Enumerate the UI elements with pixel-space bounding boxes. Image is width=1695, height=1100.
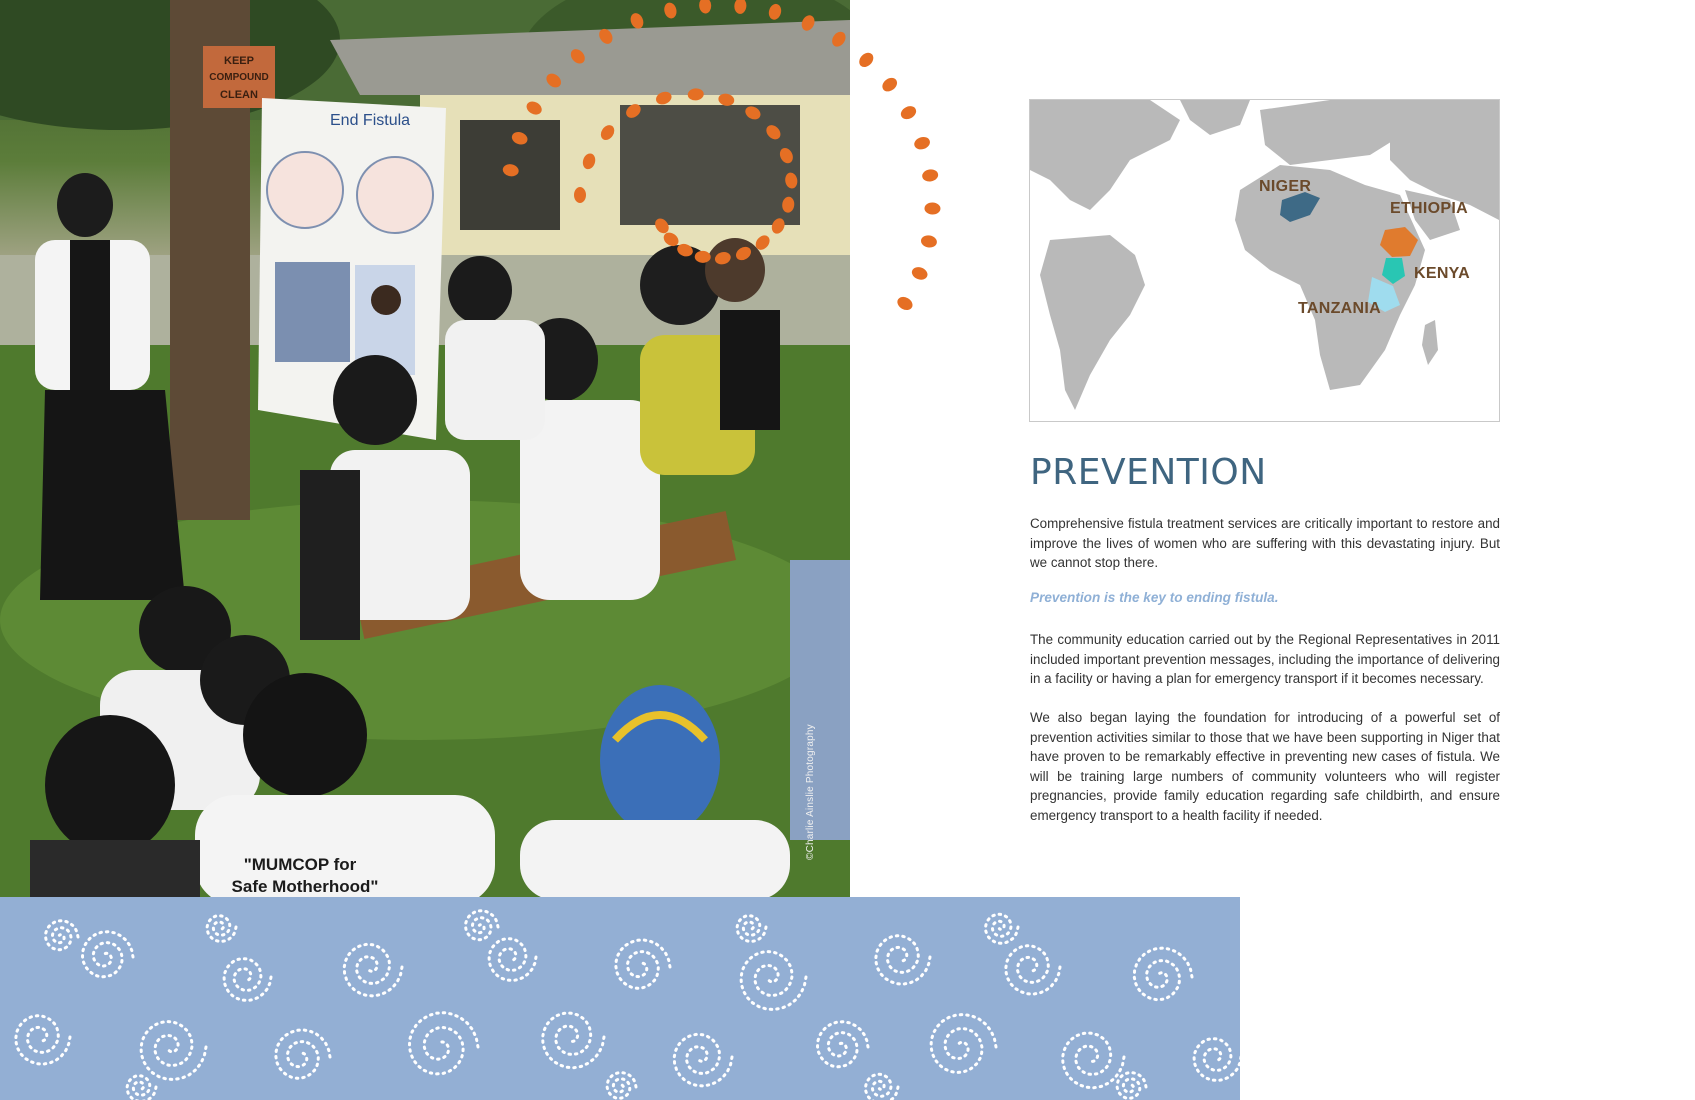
swirl — [1006, 946, 1060, 994]
swirl — [207, 916, 236, 942]
madagascar-landmass — [1422, 320, 1438, 365]
photo-illustration — [0, 0, 850, 897]
europe-landmass — [1260, 100, 1410, 165]
swirl — [1134, 948, 1192, 1000]
svg-text:"MUMCOP for: "MUMCOP for — [243, 855, 357, 874]
swirl — [818, 1022, 869, 1067]
swirl — [741, 952, 806, 1010]
swirl — [986, 914, 1019, 943]
outreach-photo — [0, 0, 850, 897]
swirl — [344, 944, 402, 996]
svg-text:End Fistula: End Fistula — [330, 112, 411, 129]
key-statement: Prevention is the key to ending fistula. — [1030, 590, 1279, 605]
orange-dot — [921, 168, 939, 182]
ethiopia-label: ETHIOPIA — [1390, 200, 1468, 217]
orange-dot — [910, 265, 929, 282]
swirl — [1063, 1033, 1124, 1088]
swirl — [607, 1073, 636, 1099]
swirl — [141, 1022, 206, 1080]
orange-dot — [880, 75, 900, 94]
swirl — [1117, 1073, 1146, 1099]
swirl-pattern — [0, 897, 1240, 1100]
orange-dot — [895, 294, 915, 312]
swirl — [737, 916, 766, 942]
swirl — [409, 1013, 478, 1074]
orange-dot — [913, 135, 932, 151]
orange-dot — [924, 202, 940, 214]
greenland-landmass — [1180, 100, 1250, 135]
niger-label: NIGER — [1259, 178, 1312, 195]
swirl — [127, 1076, 156, 1100]
world-map — [1029, 99, 1500, 422]
swirl — [16, 1016, 70, 1064]
orange-dot — [920, 234, 938, 249]
swirl — [1194, 1039, 1240, 1081]
map-illustration — [1030, 100, 1499, 421]
swirl — [866, 1074, 899, 1100]
swirl — [466, 911, 499, 940]
swirl — [931, 1015, 996, 1073]
swirl — [674, 1034, 732, 1086]
orange-dot — [899, 104, 919, 122]
swirl — [276, 1030, 330, 1078]
south-america-landmass — [1040, 235, 1145, 410]
north-america-landmass — [1030, 100, 1180, 210]
orange-dot — [856, 50, 876, 70]
swirl — [616, 940, 670, 988]
svg-text:KEEP: KEEP — [224, 55, 254, 67]
svg-text:CLEAN: CLEAN — [220, 89, 258, 101]
swirl — [489, 939, 536, 981]
section-title: PREVENTION — [1030, 452, 1267, 493]
swirl — [224, 959, 271, 1001]
svg-text:Safe Motherhood": Safe Motherhood" — [231, 877, 379, 896]
swirl — [83, 932, 134, 977]
decorative-swirl-band — [0, 897, 1240, 1100]
swirl — [46, 921, 79, 950]
kenya-label: KENYA — [1414, 265, 1471, 282]
tanzania-label: TANZANIA — [1298, 300, 1381, 317]
svg-text:COMPOUND: COMPOUND — [209, 72, 269, 83]
intro-paragraph: Comprehensive fistula treatment services are critically important to restore and improve the lives of women who are suffering with this devastating injury. But we cannot stop there. — [1030, 516, 1500, 570]
prevention-activities-paragraph: We also began laying the foundation for introducing of a powerful set of prevention activities similar to those that we have been supporting in Niger that have proven to be remarkably effective in preventing new cases of fistula. We will be training large numbers of community volunteers who will register pregnancies, provide family education regarding safe childbirth, and ensure emergency transport to a health facility if needed. — [1030, 710, 1500, 823]
swirl — [876, 936, 930, 984]
education-paragraph: The community education carried out by the Regional Representatives in 2011 included important prevention messages, including the importance of delivering in a facility or having a plan for emergency transport if it becomes necessary. — [1030, 632, 1500, 686]
photo-credit: ©Charlie Ainslie Photography — [805, 724, 816, 860]
swirl — [543, 1013, 604, 1068]
